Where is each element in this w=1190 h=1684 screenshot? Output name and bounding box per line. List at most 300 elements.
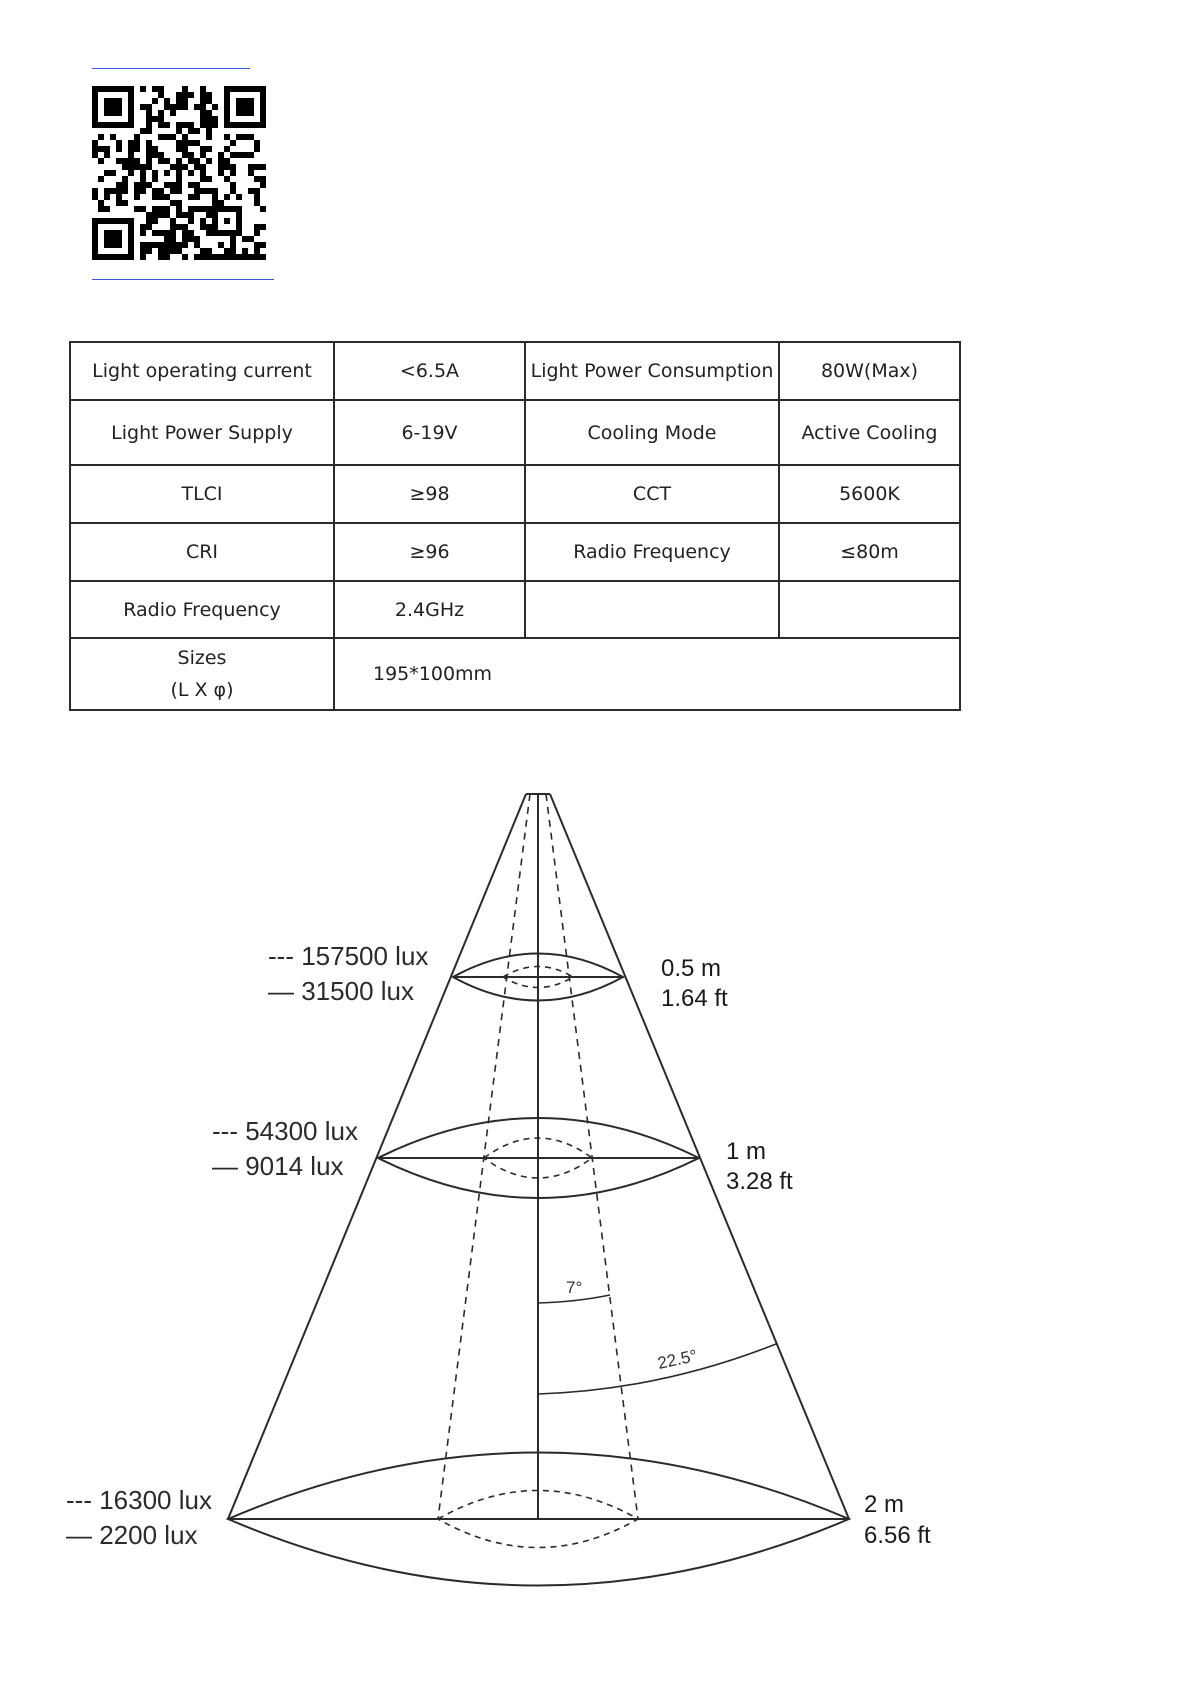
qr-module [224,104,230,110]
qr-module [248,122,254,128]
spec-label: Cooling Mode [525,400,779,465]
qr-module [158,248,164,254]
qr-module [200,98,206,104]
qr-module [236,212,242,218]
qr-module [260,98,266,104]
qr-module [188,182,194,188]
qr-module [92,140,98,146]
qr-module [224,116,230,122]
qr-module [254,242,260,248]
qr-module [116,86,122,92]
qr-module [224,110,230,116]
qr-module [116,218,122,224]
qr-module [206,212,212,218]
qr-module [218,254,224,260]
qr-module [134,206,140,212]
qr-module [218,242,224,248]
qr-module [212,200,218,206]
qr-module [98,200,104,206]
qr-module [152,176,158,182]
qr-module [140,224,146,230]
qr-module [182,146,188,152]
qr-module [140,176,146,182]
qr-module [182,104,188,110]
qr-module [116,140,122,146]
qr-module [116,236,122,242]
qr-module [98,206,104,212]
qr-module [248,236,254,242]
spec-value: 80W(Max) [779,342,960,400]
qr-module [152,146,158,152]
qr-module [98,176,104,182]
qr-module [170,110,176,116]
qr-module [146,122,152,128]
qr-module [206,254,212,260]
qr-module [128,164,134,170]
qr-module [158,254,164,260]
qr-module [254,86,260,92]
inner-cone-left [438,794,530,1519]
qr-module [104,98,110,104]
qr-module [116,182,122,188]
qr-module [170,182,176,188]
qr-module [224,248,230,254]
qr-module [152,206,158,212]
qr-module [104,218,110,224]
qr-module [176,200,182,206]
qr-module [230,206,236,212]
qr-module [128,92,134,98]
qr-module [236,206,242,212]
qr-module [152,194,158,200]
qr-module [242,98,248,104]
qr-module [116,230,122,236]
qr-module [164,122,170,128]
qr-module [116,188,122,194]
qr-module [176,182,182,188]
qr-module [188,206,194,212]
qr-module [176,122,182,128]
qr-module [188,92,194,98]
qr-module [98,134,104,140]
spec-value: ≥96 [334,523,525,581]
level-1-edge-lux: — 31500 lux [268,976,414,1006]
qr-module [248,98,254,104]
qr-module [194,188,200,194]
qr-module [188,128,194,134]
qr-module [200,86,206,92]
qr-module [158,242,164,248]
table-row [70,342,960,400]
qr-module [230,152,236,158]
qr-module [128,122,134,128]
qr-module [188,218,194,224]
qr-module [158,158,164,164]
qr-module [224,194,230,200]
sizes-label-line2: (L X φ) [170,679,234,701]
table-row [70,465,960,523]
qr-module [140,254,146,260]
spec-value: ≥98 [334,465,525,523]
qr-module [218,206,224,212]
qr-module [200,218,206,224]
qr-module [116,254,122,260]
qr-module [194,206,200,212]
qr-module [140,242,146,248]
level-1-feet: 1.64 ft [661,985,728,1012]
qr-module [98,146,104,152]
qr-module [224,176,230,182]
qr-module [260,182,266,188]
qr-module [188,194,194,200]
qr-module [194,164,200,170]
qr-module [146,212,152,218]
qr-module [206,98,212,104]
qr-code-icon [92,86,266,260]
qr-module [92,86,98,92]
qr-module [206,176,212,182]
qr-module [224,98,230,104]
qr-module [248,86,254,92]
qr-module [182,254,188,260]
qr-module [104,242,110,248]
spec-table [69,341,961,711]
qr-module [140,104,146,110]
qr-module [158,188,164,194]
qr-module [182,152,188,158]
qr-module [224,206,230,212]
qr-module [176,128,182,134]
qr-module [206,122,212,128]
qr-module [230,254,236,260]
qr-module [212,194,218,200]
outer-angle-arc [538,1344,776,1394]
qr-module [158,122,164,128]
qr-module [206,224,212,230]
qr-module [146,140,152,146]
qr-module [218,158,224,164]
qr-module [110,218,116,224]
spec-label: CRI [70,523,334,581]
qr-module [92,152,98,158]
qr-module [116,110,122,116]
qr-module [158,194,164,200]
qr-module [176,98,182,104]
qr-module [92,116,98,122]
qr-module [164,134,170,140]
qr-module [104,152,110,158]
spec-label: TLCI [70,465,334,523]
qr-module [164,98,170,104]
qr-module [92,188,98,194]
qr-module [236,134,242,140]
qr-module [128,140,134,146]
qr-module [254,188,260,194]
qr-module [212,224,218,230]
qr-module [122,188,128,194]
qr-module [158,110,164,116]
qr-module [146,224,152,230]
qr-module [236,104,242,110]
qr-module [116,146,122,152]
qr-module [248,152,254,158]
qr-module [170,248,176,254]
qr-module [230,188,236,194]
qr-module [170,218,176,224]
qr-module [140,182,146,188]
qr-module [182,98,188,104]
qr-module [194,140,200,146]
qr-module [224,230,230,236]
qr-module [212,104,218,110]
qr-module [242,248,248,254]
qr-module [152,116,158,122]
qr-module [194,158,200,164]
qr-module [230,140,236,146]
qr-module [176,164,182,170]
qr-module [128,86,134,92]
qr-module [158,206,164,212]
qr-module [152,242,158,248]
qr-module [152,152,158,158]
qr-module [92,242,98,248]
top-link-underline[interactable] [92,68,250,69]
qr-module [104,170,110,176]
qr-module [152,86,158,92]
qr-module [242,122,248,128]
qr-module [248,110,254,116]
qr-module [194,182,200,188]
qr-module [140,170,146,176]
qr-module [128,236,134,242]
qr-module [122,86,128,92]
qr-module [128,218,134,224]
qr-module [98,254,104,260]
qr-module [188,152,194,158]
qr-module [260,164,266,170]
qr-module [170,230,176,236]
qr-module [116,98,122,104]
qr-module [152,212,158,218]
qr-module [188,140,194,146]
level-3-feet: 6.56 ft [864,1522,931,1549]
qr-module [230,122,236,128]
qr-module [260,110,266,116]
qr-module [104,110,110,116]
qr-module [212,230,218,236]
qr-module [212,254,218,260]
qr-module [122,122,128,128]
qr-module [104,122,110,128]
qr-module [164,104,170,110]
qr-module [236,230,242,236]
qr-module [176,188,182,194]
qr-module [128,146,134,152]
qr-module [104,236,110,242]
qr-module [146,164,152,170]
qr-module [152,98,158,104]
qr-module [164,230,170,236]
qr-module [122,164,128,170]
qr-module [218,230,224,236]
qr-module [254,230,260,236]
qr-module [206,134,212,140]
qr-module [104,104,110,110]
spec-value: Active Cooling [779,400,960,465]
qr-module [92,230,98,236]
qr-module [164,206,170,212]
qr-module [164,182,170,188]
qr-module [254,146,260,152]
qr-module [146,110,152,116]
qr-module [92,122,98,128]
qr-module [182,164,188,170]
qr-module [182,140,188,146]
qr-module [200,110,206,116]
spec-label: Radio Frequency [525,523,779,581]
qr-module [116,242,122,248]
qr-module [182,86,188,92]
level-2-center-lux: --- 54300 lux [212,1116,358,1146]
qr-module [260,122,266,128]
qr-module [236,152,242,158]
qr-module [200,170,206,176]
qr-module [236,110,242,116]
qr-module [230,164,236,170]
qr-module [110,86,116,92]
qr-module [98,218,104,224]
qr-module [200,122,206,128]
qr-module [188,158,194,164]
qr-module [158,92,164,98]
qr-module [122,200,128,206]
qr-module [98,122,104,128]
qr-module [236,194,242,200]
qr-module [260,116,266,122]
bottom-link-underline[interactable] [92,279,274,280]
qr-module [98,86,104,92]
qr-module [212,206,218,212]
qr-module [248,188,254,194]
qr-module [134,188,140,194]
qr-module [206,248,212,254]
qr-module [230,236,236,242]
qr-module [110,104,116,110]
qr-module [254,254,260,260]
qr-module [110,110,116,116]
qr-module [92,254,98,260]
qr-module [128,230,134,236]
qr-module [158,86,164,92]
spec-value: ≤80m [779,523,960,581]
qr-module [176,92,182,98]
table-row [70,581,960,638]
qr-module [224,218,230,224]
qr-module [230,230,236,236]
qr-module [170,134,176,140]
qr-module [242,152,248,158]
qr-module [92,110,98,116]
qr-module [206,230,212,236]
qr-module [110,188,116,194]
qr-module [242,254,248,260]
qr-module [164,212,170,218]
qr-module [224,122,230,128]
qr-module [260,176,266,182]
sizes-value [334,638,960,710]
qr-module [116,104,122,110]
qr-module [134,140,140,146]
qr-module [230,248,236,254]
level-2-feet: 3.28 ft [726,1168,793,1195]
qr-module [260,242,266,248]
qr-module [146,128,152,134]
spec-label: Radio Frequency [70,581,334,638]
qr-module [248,134,254,140]
qr-module [128,254,134,260]
qr-module [146,152,152,158]
qr-module [164,242,170,248]
qr-module [158,134,164,140]
qr-module [134,158,140,164]
qr-module [92,104,98,110]
qr-module [146,146,152,152]
table-row [70,523,960,581]
qr-module [176,224,182,230]
qr-module [134,146,140,152]
qr-module [92,146,98,152]
qr-module [152,188,158,194]
qr-module [146,104,152,110]
qr-module [206,116,212,122]
qr-module [92,218,98,224]
qr-module [122,254,128,260]
qr-module [218,164,224,170]
qr-module [104,86,110,92]
qr-module [242,104,248,110]
qr-module [200,164,206,170]
qr-module [128,170,134,176]
qr-module [164,248,170,254]
qr-module [242,110,248,116]
qr-module [176,206,182,212]
qr-module [206,146,212,152]
qr-module [110,230,116,236]
qr-module [224,254,230,260]
qr-module [236,254,242,260]
qr-module [134,164,140,170]
qr-module [134,134,140,140]
qr-module [176,242,182,248]
qr-module [200,188,206,194]
qr-module [248,104,254,110]
qr-module [260,104,266,110]
qr-module [164,158,170,164]
qr-module [110,236,116,242]
qr-module [176,104,182,110]
qr-module [254,122,260,128]
qr-module [212,212,218,218]
qr-module [152,170,158,176]
qr-module [254,164,260,170]
qr-module [236,86,242,92]
qr-module [194,242,200,248]
qr-module [254,176,260,182]
qr-module [218,152,224,158]
spec-label: Light operating current [70,342,334,400]
qr-module [188,212,194,218]
qr-module [176,248,182,254]
